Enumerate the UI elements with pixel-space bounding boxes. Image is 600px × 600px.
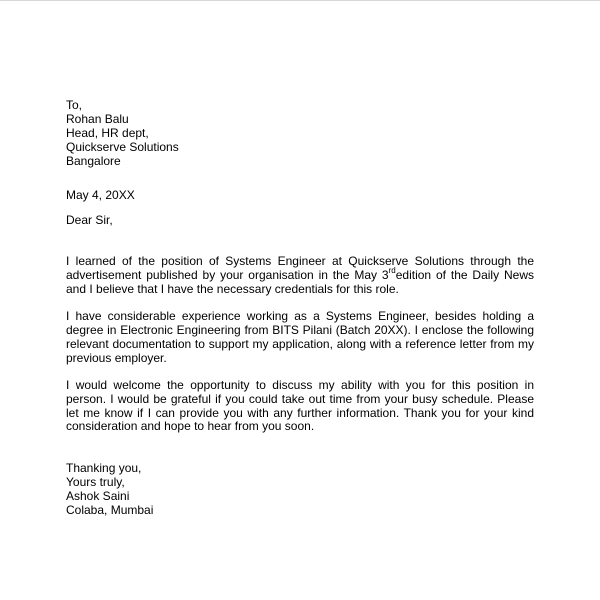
letter-body	[66, 99, 534, 518]
paragraph-1-text-start: I learned of the position of Systems Engineer at Quickserve Solutions through the advertisement published by your organisation in the May 3	[66, 254, 534, 283]
paragraph-2: I have considerable experience working as a Systems Engineer, besides holding a degree in Electronic Engineering from BITS Pilani (Batch 20XX). I enclose the following relevant documentation to support my application, along with a reference letter from my previous employer.	[66, 309, 534, 365]
recipient-city: Bangalore	[66, 153, 121, 168]
ordinal-superscript: rd	[388, 266, 396, 276]
recipient-title: Head, HR dept,	[66, 125, 149, 140]
spacer	[66, 169, 534, 189]
paragraph-1-text-end: edition of the Daily News and I believe that I have the necessary credentials for this role.	[66, 268, 534, 297]
salutation: Dear Sir,	[66, 213, 113, 228]
closing-thanks: Thanking you,	[66, 461, 142, 476]
spacer	[66, 434, 534, 462]
closing-sign-off: Yours truly,	[66, 475, 125, 490]
sender-name: Ashok Saini	[66, 489, 130, 504]
spacer	[66, 366, 534, 379]
spacer	[66, 202, 534, 214]
spacer	[66, 228, 534, 255]
recipient-block	[66, 99, 534, 169]
paragraph-1	[66, 255, 534, 297]
closing-block	[66, 462, 534, 518]
sender-location: Colaba, Mumbai	[66, 503, 154, 518]
recipient-name: Rohan Balu	[66, 111, 129, 126]
letter-date: May 4, 20XX	[66, 187, 135, 202]
recipient-to: To,	[66, 98, 83, 112]
paragraph-3: I would welcome the opportunity to discuss my ability with you for this position in person. I would be grateful if you could take out time from your busy schedule. Please let me know if I can provide you with any further information. Thank you for your kind consideration and hope to hear from you soon.	[66, 377, 534, 434]
recipient-company: Quickserve Solutions	[66, 139, 179, 154]
